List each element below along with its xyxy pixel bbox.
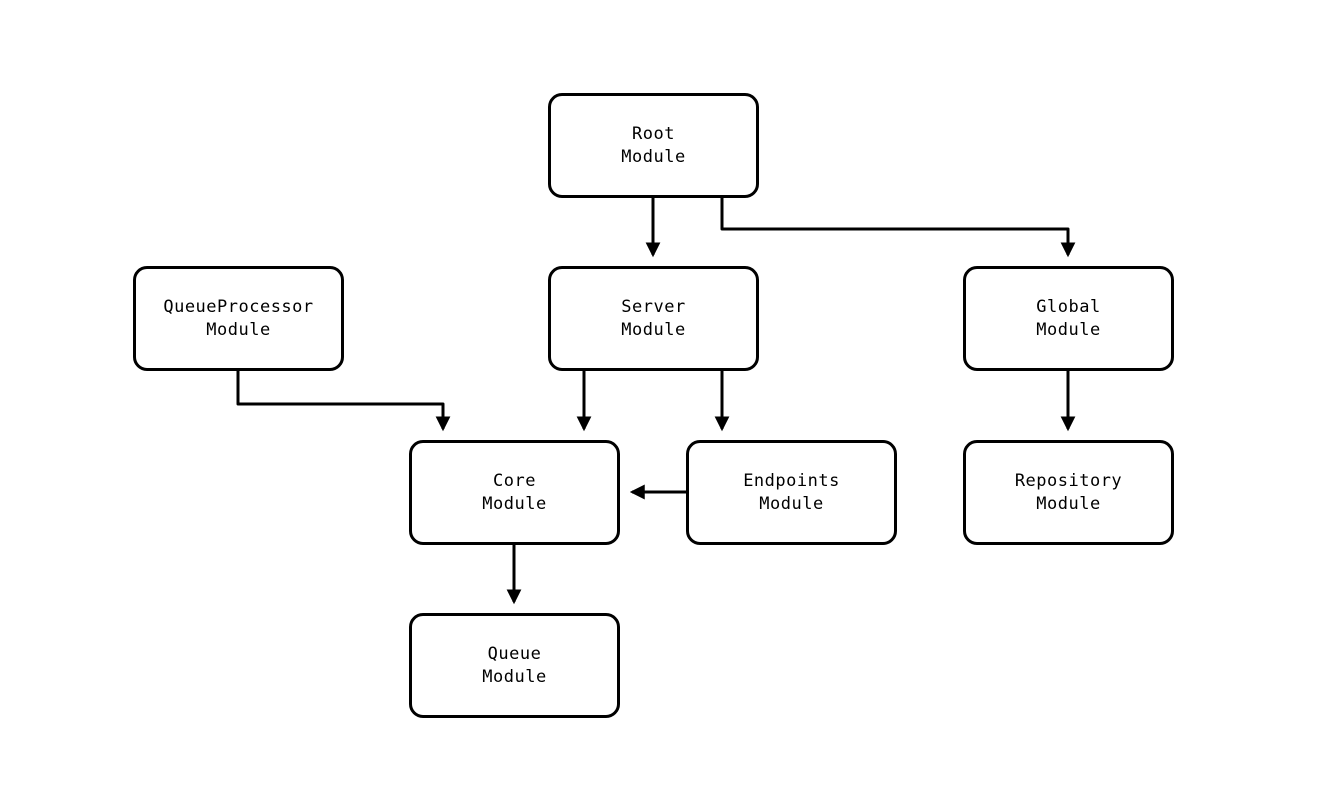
node-label-line1: Repository bbox=[1014, 470, 1123, 491]
node-label-line1: Server bbox=[621, 296, 686, 317]
node-label-line2: Module bbox=[621, 319, 686, 340]
node-label-line1: Root bbox=[632, 123, 675, 144]
node-label-line1: Core bbox=[493, 470, 536, 491]
node-label-line2: Module bbox=[482, 493, 547, 514]
node-endpoints-module[interactable] bbox=[686, 440, 897, 545]
node-label-line2: Module bbox=[1036, 319, 1101, 340]
node-queue-module[interactable] bbox=[409, 613, 620, 718]
node-server-module[interactable] bbox=[548, 266, 759, 371]
edge-queueprocessor-core bbox=[238, 371, 443, 429]
node-repository-module[interactable] bbox=[963, 440, 1174, 545]
node-label-line1: QueueProcessor bbox=[163, 296, 314, 317]
node-label-line2: Module bbox=[621, 146, 686, 167]
node-label-line2: Module bbox=[1036, 493, 1101, 514]
node-label-line1: Endpoints bbox=[743, 470, 840, 491]
node-label-line1: Queue bbox=[487, 643, 542, 664]
node-label-line2: Module bbox=[482, 666, 547, 687]
node-root-module[interactable] bbox=[548, 93, 759, 198]
node-queueprocessor-module[interactable] bbox=[133, 266, 344, 371]
node-global-module[interactable] bbox=[963, 266, 1174, 371]
edge-root-global bbox=[722, 198, 1068, 255]
node-label-line2: Module bbox=[206, 319, 271, 340]
node-label-line2: Module bbox=[759, 493, 824, 514]
node-label-line1: Global bbox=[1036, 296, 1101, 317]
node-core-module[interactable] bbox=[409, 440, 620, 545]
